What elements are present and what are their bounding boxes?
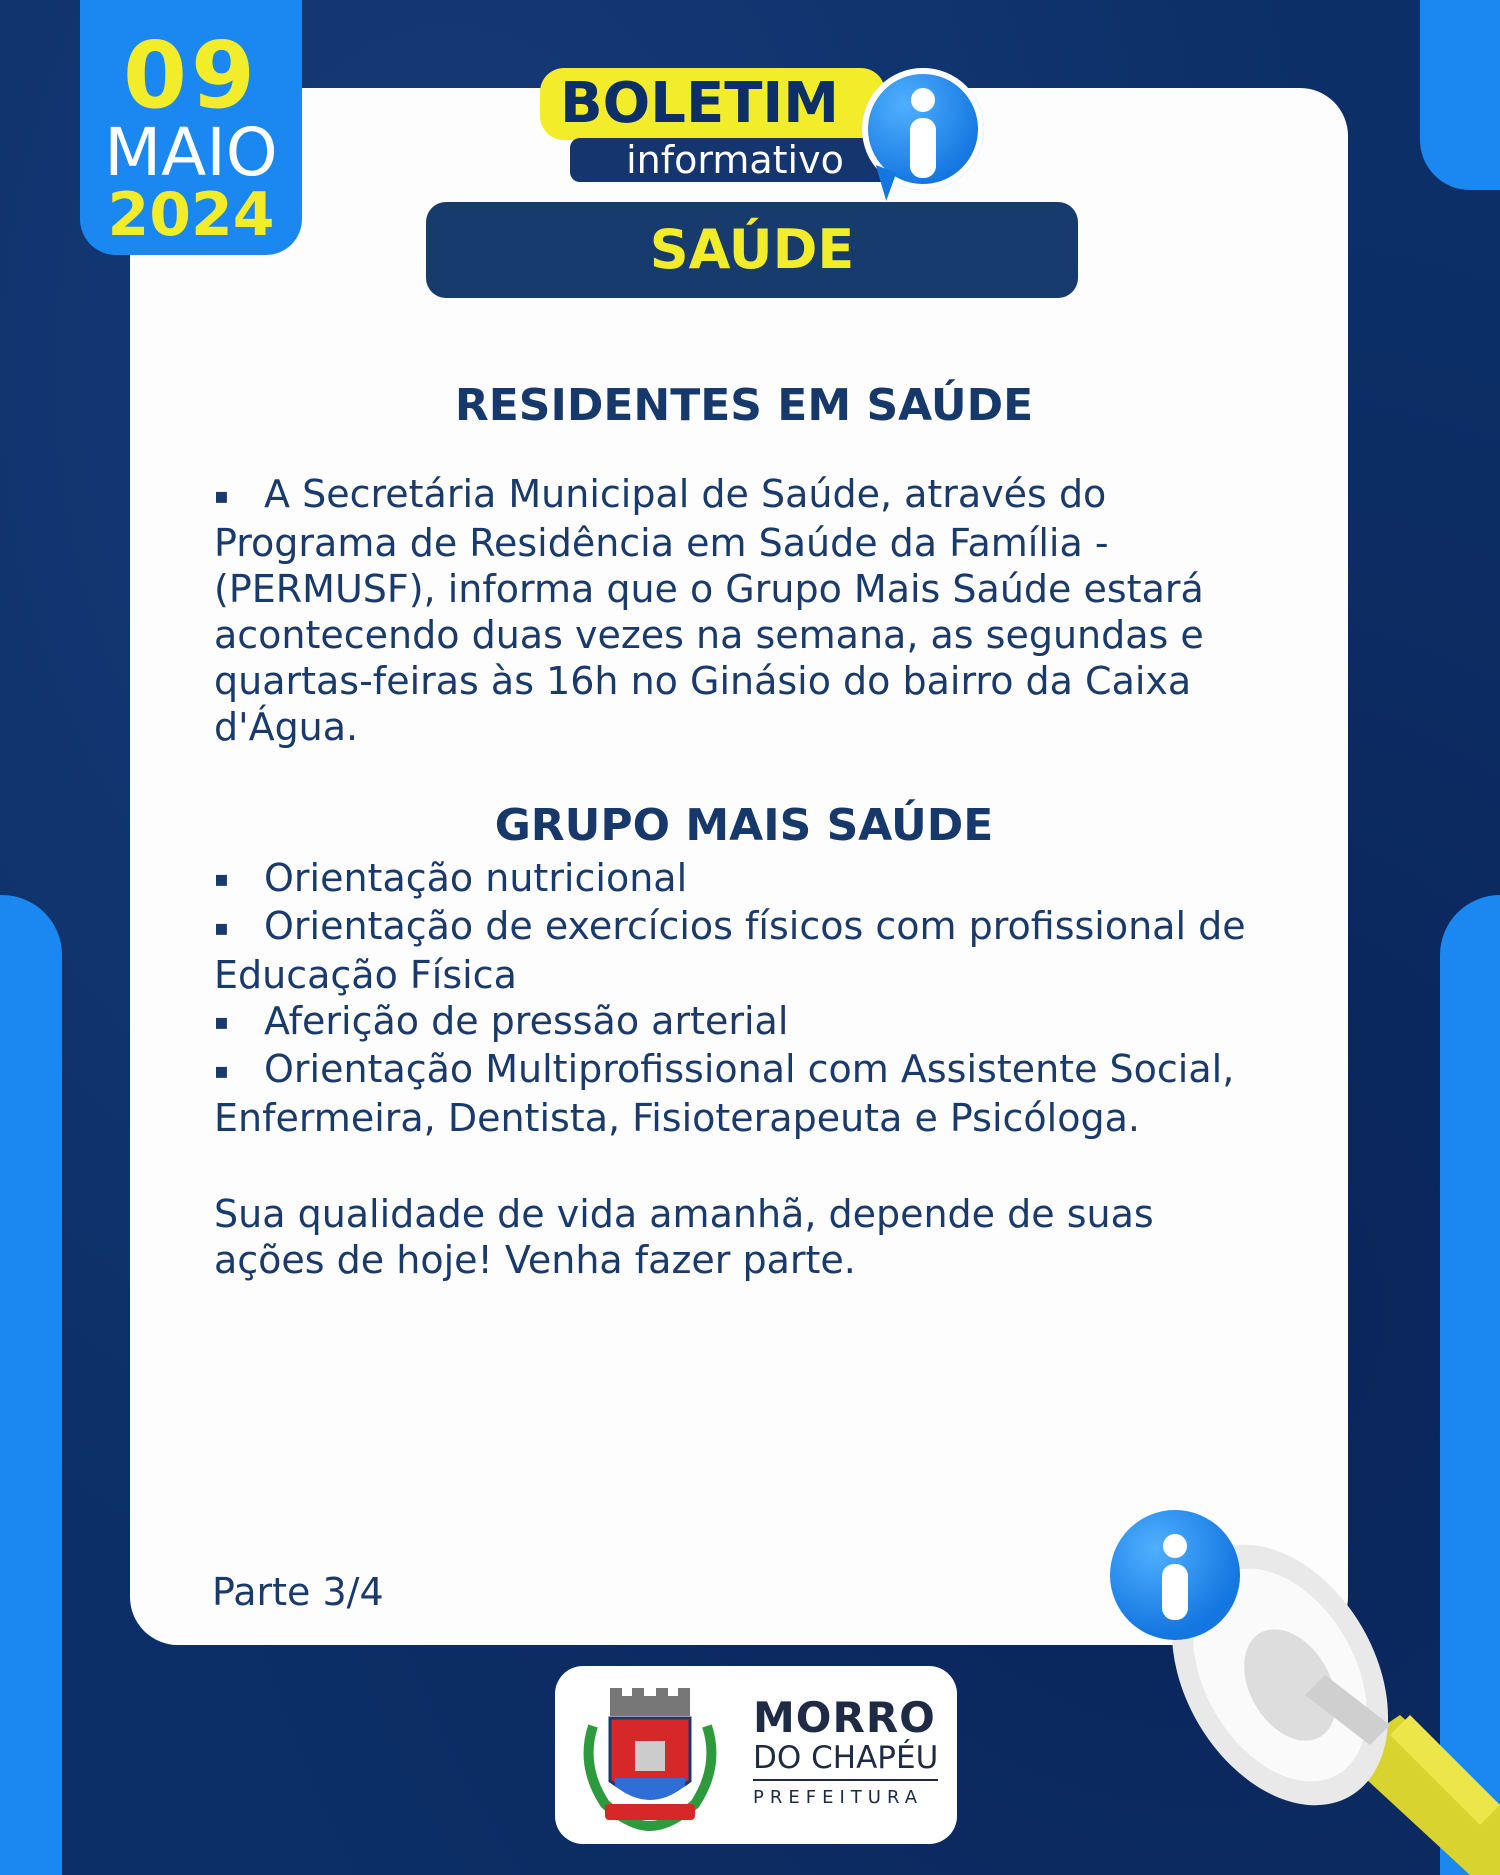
accent-bar-top-right xyxy=(1420,0,1500,190)
info-icon xyxy=(862,68,984,190)
list-item: ▪ Orientação de exercícios físicos com profissional de Educação Física xyxy=(214,903,1274,998)
list-item: ▪ Orientação nutricional xyxy=(214,855,1274,904)
date-badge xyxy=(80,0,302,255)
intro-text: A Secretária Municipal de Saúde, através do Programa de Residência em Saúde da Família - (PERMUSF), informa que o Grupo Mais Saúde estará acontecendo duas vezes na semana, as segundas e quartas-feiras às 16h no Ginásio do bairro da Caixa d'Água. xyxy=(214,472,1204,749)
logo-line2: DO CHAPÉU xyxy=(753,1740,938,1781)
date-month: MAIO xyxy=(104,114,278,191)
brand-title: BOLETIM xyxy=(540,68,885,140)
brand-header xyxy=(540,68,1000,198)
list-item: ▪ Aferição de pressão arterial xyxy=(214,998,1274,1047)
brand-subtitle: informativo xyxy=(570,138,900,182)
main-content xyxy=(214,380,1274,1321)
activity-list xyxy=(214,855,1274,1141)
logo-line3: PREFEITURA xyxy=(753,1787,924,1808)
part-indicator: Parte 3/4 xyxy=(212,1570,384,1614)
date-day: 09 xyxy=(122,22,260,129)
date-year: 2024 xyxy=(107,180,275,250)
bullet-icon: ▪ xyxy=(214,483,229,509)
logo-line1: MORRO xyxy=(753,1693,936,1742)
prefeitura-logo xyxy=(555,1666,957,1844)
heading-residentes: RESIDENTES EM SAÚDE xyxy=(454,380,1034,431)
closing-paragraph: Sua qualidade de vida amanhã, depende de suas ações de hoje! Venha fazer parte. xyxy=(214,1191,1154,1282)
list-item: ▪ Orientação Multiprofissional com Assistente Social, Enfermeira, Dentista, Fisioterapeuta e Psicóloga. xyxy=(214,1046,1274,1141)
intro-paragraph xyxy=(214,471,1274,750)
logo-text xyxy=(753,1693,939,1808)
heading-grupo: GRUPO MAIS SAÚDE xyxy=(494,799,994,851)
info-icon xyxy=(1110,1510,1240,1640)
crest-icon xyxy=(575,1686,725,1831)
section-tag: SAÚDE xyxy=(426,202,1078,298)
accent-bar-left xyxy=(0,895,62,1875)
